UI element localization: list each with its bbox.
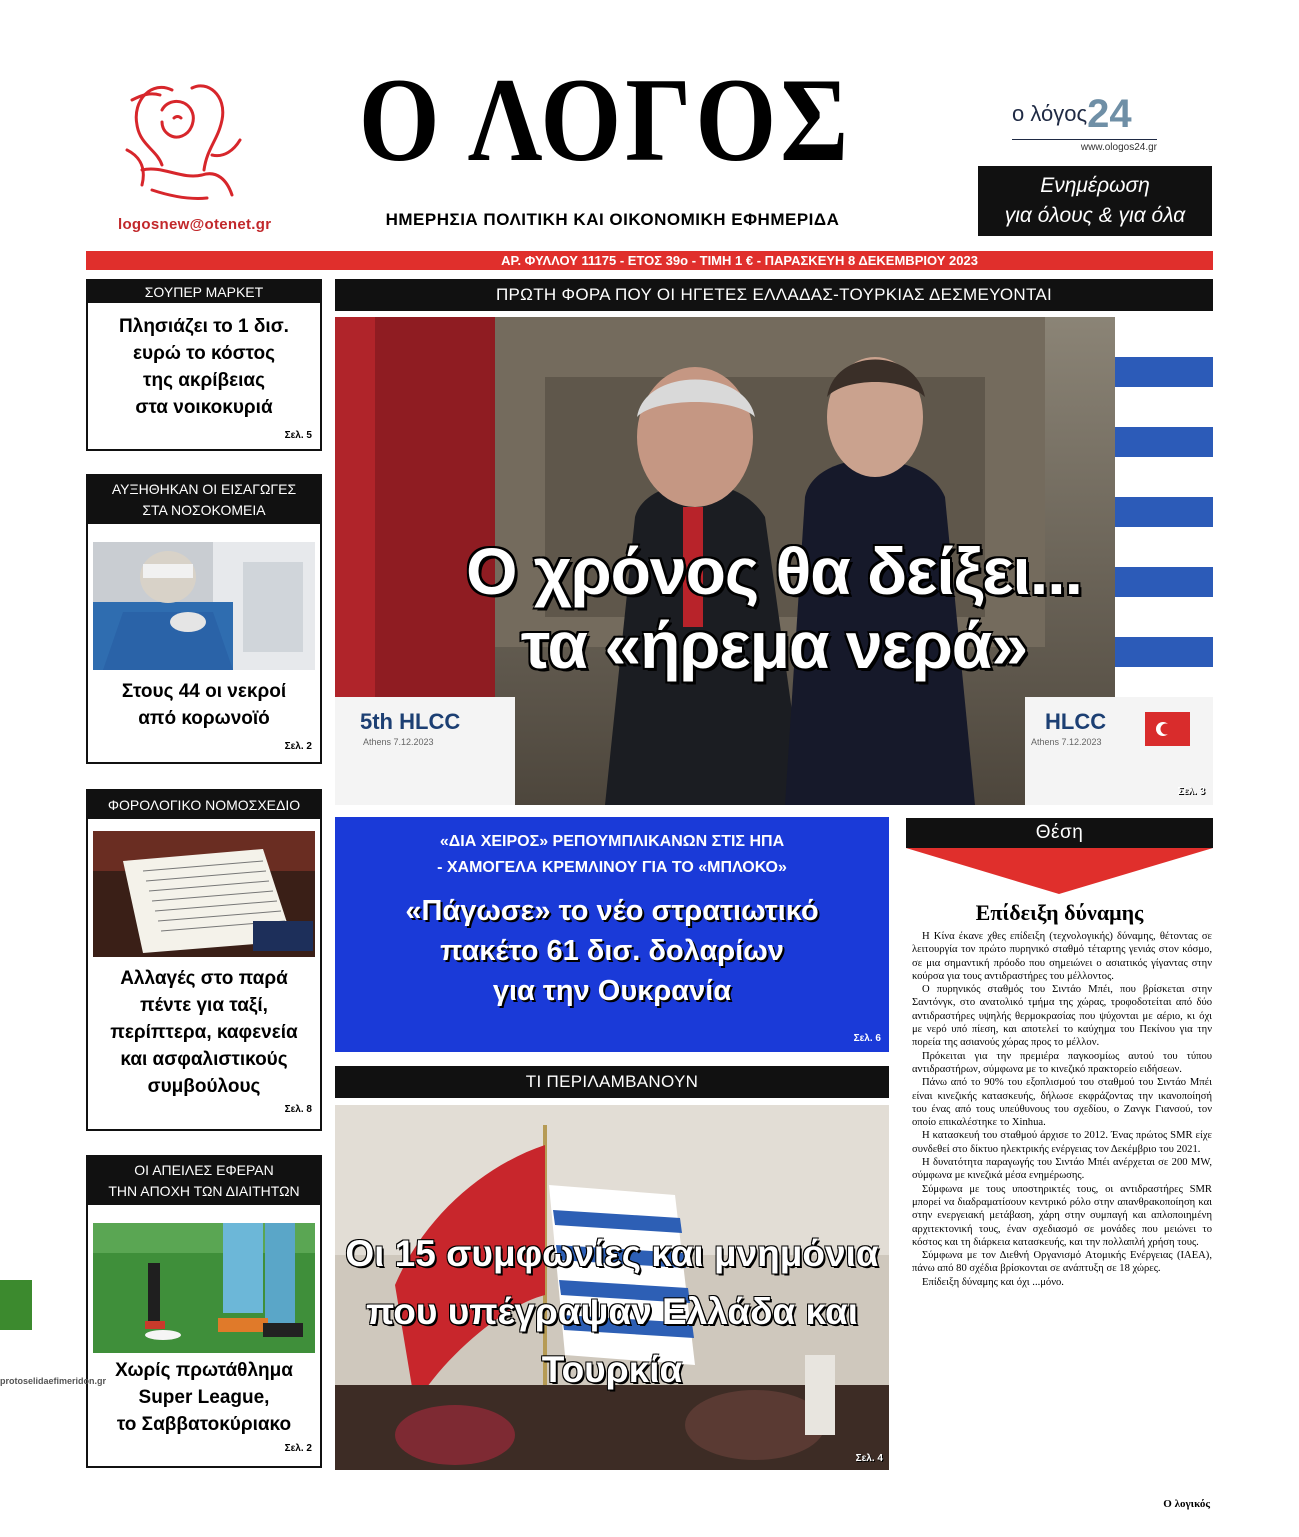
covid-nurse-photo <box>93 542 315 670</box>
page-ref: Σελ. 8 <box>284 1104 312 1115</box>
sidebar-headline <box>88 678 320 732</box>
lead-kicker: ΠΡΩΤΗ ΦΟΡΑ ΠΟΥ ΟΙ ΗΓΕΤΕΣ ΕΛΛΑΔΑΣ-ΤΟΥΡΚΙΑΣ ΔΕΣΜΕΥΟΝΤΑΙ <box>335 279 1213 311</box>
opinion-paragraph: Πάνω από το 90% του εξοπλισμού του σταθμού του Σιντάο Μπέι είναι κινεζικής κατασκευής, δήλωσε εκφράζοντας την ικανοποίησή του ένας από τους υπεύθυνους του σχεδίου, ο Ζανγκ Γιανσού, τον οποίο επικαλέστηκε το Xinhua. <box>912 1077 1212 1129</box>
sidebar-headline <box>88 1357 320 1438</box>
sidebar-headline <box>88 313 320 421</box>
headline-line: πέντε για ταξί, <box>140 995 268 1016</box>
headline-line: Στους 44 οι νεκροί <box>121 681 287 702</box>
opinion-signature: Ο λογικός <box>1163 1498 1210 1510</box>
slogan-box <box>978 166 1212 236</box>
headline-line: Αλλαγές στο παρά <box>120 968 288 989</box>
agreements-line-2: που υπέγραψαν Ελλάδα και Τουρκία <box>366 1291 858 1390</box>
headline-line: από κορωνοϊό <box>138 708 270 729</box>
ologos24-logo <box>1012 92 1132 137</box>
podium-label-left: 5th HLCC <box>360 709 461 734</box>
agreements-headline <box>335 1225 889 1399</box>
headline-line: στα νοικοκυριά <box>135 397 273 418</box>
sidebar-kicker: ΣΟΥΠΕΡ ΜΑΡΚΕΤ <box>88 281 320 303</box>
opinion-paragraph: Ο πυρηνικός σταθμός του Σιντάο Μπέι, που βρίσκεται στην Σαντόνγκ, στο ανατολικό τμήμα της χώρας, τροφοδοτείται από δύο αντιδραστήρες υψηλής θερμοκρασίας που ψύχονται με αέριο, κι όχι με νερό υπό πίεση, και αποτελεί το καύχημα του Πεκίνου για την πορεία της ασιανούς χώρας προς το μέλλον. <box>912 984 1212 1049</box>
ologos24-website: www.ologos24.gr <box>1012 139 1157 153</box>
site-watermark: protoselidaefimeridon.gr <box>0 1376 107 1386</box>
sidebar-kicker: ΦΟΡΟΛΟΓΙΚΟ ΝΟΜΟΣΧΕΔΙΟ <box>88 791 320 819</box>
headline-line: συμβούλους <box>147 1076 261 1097</box>
agreements-line-1: Οι 15 συμφωνίες και μνημόνια <box>345 1233 879 1274</box>
blue-headline-line: πακέτο 61 δισ. δολαρίων <box>440 935 784 967</box>
sidebar-story-2[interactable] <box>86 474 322 764</box>
sidebar-kicker <box>88 1157 320 1205</box>
opinion-paragraph: Η Κίνα έκανε χθες επίδειξη (τεχνολογικής) δύναμης, θέτοντας σε λειτουργία τον πρώτο πυρηνικό σταθμό τέταρτης γενιάς στον κόσμο, σε μια σημαντική πρόοδο που σημειώνει ο ασιατικός γίγαντας στην κούρσα για τους αντιδραστήρες του μέλλοντος. <box>912 931 1212 982</box>
slogan-line-2: για όλους & για όλα <box>1004 204 1186 227</box>
opinion-paragraph: Πρόκειται για την πρεμιέρα παγκοσμίως αυτού του τύπου αντιδραστήρων, σύμφωνα με το κινεζικό πρακτορείο ειδήσεων. <box>912 1050 1212 1075</box>
page-ref: Σελ. 2 <box>284 741 312 752</box>
ukraine-story-box[interactable] <box>335 817 889 1052</box>
hero-line-2: τα «ήρεμα νερά» <box>520 608 1028 682</box>
issue-info-bar <box>86 251 1213 270</box>
blue-headline-line: «Πάγωσε» το νέο στρατιωτικό <box>405 895 819 927</box>
issue-info-text: ΑΡ. ΦΥΛΛΟΥ 11175 - ΕΤΟΣ 39ο - ΤΙΜΗ 1 € - ΠΑΡΑΣΚΕΥΗ 8 ΔΕΚΕΜΒΡΙΟΥ 2023 <box>501 253 978 268</box>
bottom-page-ref: Σελ. 4 <box>855 1453 883 1464</box>
kicker-line: ΤΗΝ ΑΠΟΧΗ ΤΩΝ ΔΙΑΙΤΗΤΩΝ <box>108 1183 300 1199</box>
headline-line: και ασφαλιστικούς <box>120 1049 288 1070</box>
blue-headline-line: για την Ουκρανία <box>492 975 732 1007</box>
podium-sub-right: Athens 7.12.2023 <box>1031 737 1102 747</box>
sidebar-story-4[interactable] <box>86 1155 322 1468</box>
headline-line: Χωρίς πρωτάθλημα <box>115 1360 293 1381</box>
opinion-section-header: Θέση <box>906 818 1213 848</box>
newspaper-title: Ο ΛΟΓΟΣ <box>358 54 853 187</box>
sidebar-story-3[interactable] <box>86 789 322 1131</box>
headline-line: το Σαββατοκύριακο <box>116 1414 292 1435</box>
blue-kicker-line: - ΧΑΜΟΓΕΛΑ ΚΡΕΜΛΙΝΟΥ ΓΙΑ ΤΟ «ΜΠΛΟΚΟ» <box>437 859 787 876</box>
tax-bill-document-photo <box>93 831 315 957</box>
headline-line: Super League, <box>138 1387 270 1408</box>
opinion-body <box>912 930 1212 1289</box>
hero-line-1: Ο χρόνος θα δείξει... <box>466 534 1082 608</box>
page-ref: Σελ. 6 <box>853 1033 881 1044</box>
blue-kicker <box>335 817 889 881</box>
headline-line: ευρώ το κόστος <box>133 343 275 364</box>
opinion-paragraph: Η κατασκευή του σταθμού άρχισε το 2012. Ένας πρώτος SMR είχε συνδεθεί στο δίκτυο ηλεκτρικής ενέργειας τον Δεκέμβριο του 2021. <box>912 1130 1212 1155</box>
podium-sub-left: Athens 7.12.2023 <box>363 737 434 747</box>
hero-page-ref: Σελ. 3 <box>1177 786 1205 797</box>
opinion-red-chevron <box>906 848 1213 899</box>
opinion-paragraph: Σύμφωνα με τους υποστηρικτές τους, οι αντιδραστήρες SMR μπορεί να διαδραματίσουν κεντρικό ρόλο στην απανθρακοποίηση και στην ενεργειακή μετάβαση, χάρη στην συμπαγή και απλοποιημένη αρχιτεκτονική τους, έναν σχεδιασμό σε μονάδες που μειώνει το κόστος και τη διάρκεια κατασκευής, και την πολλαπλή χρήση τους. <box>912 1183 1212 1248</box>
contact-email: logosnew@otenet.gr <box>118 216 272 233</box>
sidebar-headline <box>88 965 320 1100</box>
opinion-paragraph: Επίδειξη δύναμης και όχι ...μόνο. <box>922 1276 1064 1288</box>
green-side-tab <box>0 1280 32 1330</box>
blue-kicker-line: «ΔΙΑ ΧΕΙΡΟΣ» ΡΕΠΟΥΜΠΛΙΚΑΝΩΝ ΣΤΙΣ ΗΠΑ <box>439 833 785 850</box>
sidebar-kicker <box>88 476 320 524</box>
opinion-paragraph: Σύμφωνα με τον Διεθνή Οργανισμό Ατομικής Ενέργειας (ΙΑΕΑ), πάνω από 80 σχέδια βρίσκονται σε ανάπτυξη σε 18 χώρες. <box>912 1250 1212 1275</box>
opinion-paragraph: Η δυνατότητα παραγωγής του Σιντάο Μπέι ανέρχεται σε 200 MW, σύμφωνα με κινεζικά μέσα ενημέρωσης. <box>912 1157 1212 1182</box>
kicker-line: ΑΥΞΗΘΗΚΑΝ ΟΙ ΕΙΣΑΓΩΓΕΣ <box>111 481 297 497</box>
kicker-line: ΟΙ ΑΠΕΙΛΕΣ ΕΦΕΡΑΝ <box>134 1162 274 1178</box>
football-referee-photo <box>93 1223 315 1353</box>
slogan-line-1: Ενημέρωση <box>1040 174 1150 197</box>
kicker-line: ΣΤΑ ΝΟΣΟΚΟΜΕΙΑ <box>142 502 266 518</box>
blue-headline <box>335 891 889 1011</box>
newspaper-emblem-icon <box>112 70 252 210</box>
newspaper-subtitle: ΗΜΕΡΗΣΙΑ ΠΟΛΙΤΙΚΗ ΚΑΙ ΟΙΚΟΝΟΜΙΚΗ ΕΦΗΜΕΡΙΔΑ <box>385 210 840 229</box>
page-ref: Σελ. 2 <box>284 1443 312 1454</box>
headline-line: Πλησιάζει το 1 δισ. <box>119 316 289 337</box>
page-ref: Σελ. 5 <box>284 430 312 441</box>
podium-label-right: HLCC <box>1045 709 1107 734</box>
ologos24-number: 24 <box>1087 92 1132 136</box>
opinion-title: Επίδειξη δύναμης <box>975 900 1144 925</box>
headline-line: της ακρίβειας <box>142 370 265 391</box>
agreements-kicker: ΤΙ ΠΕΡΙΛΑΜΒΑΝΟΥΝ <box>335 1066 889 1098</box>
ologos24-text: ο λόγος <box>1012 101 1088 126</box>
headline-line: περίπτερα, καφενεία <box>110 1022 298 1043</box>
sidebar-story-1[interactable] <box>86 279 322 451</box>
hero-headline <box>335 534 1213 682</box>
